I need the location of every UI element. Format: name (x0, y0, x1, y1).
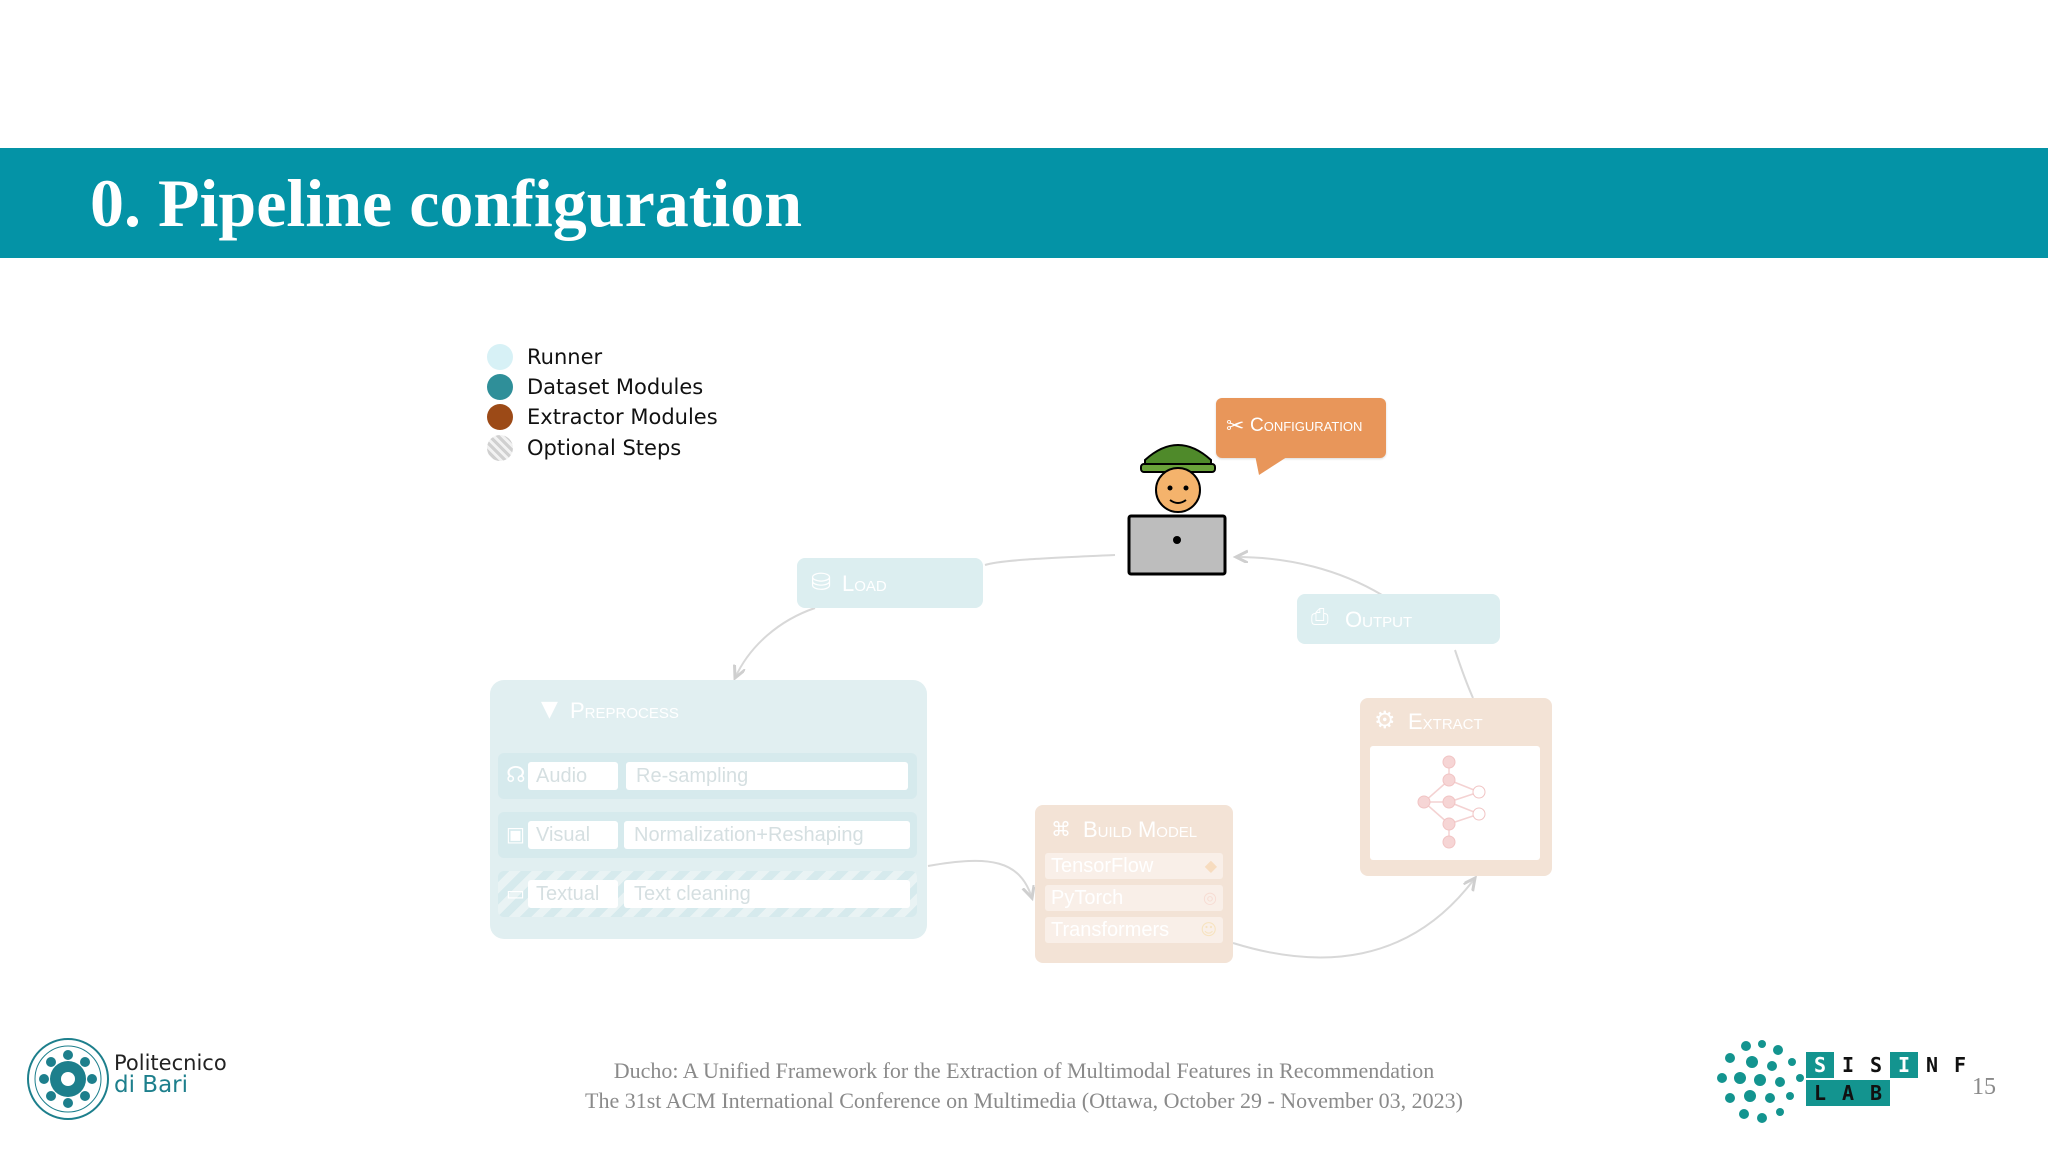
preprocess-row-textual (498, 871, 917, 917)
modality-label: Visual (528, 821, 618, 849)
step-label: Normalization+Reshaping (624, 821, 910, 849)
build-model-node (1035, 805, 1233, 963)
headphones-icon: ☊ (506, 763, 526, 788)
sisinf-letter: I (1841, 1053, 1855, 1077)
filter-icon: ▼ (541, 697, 558, 722)
sisinf-letter: B (1862, 1080, 1890, 1106)
database-icon: ⛁ (811, 568, 832, 596)
gear-icon: ⚙ (1374, 706, 1396, 734)
sisinf-lab-wordmark (1806, 1052, 1974, 1108)
arrow-output-to-user (1236, 557, 1382, 595)
neural-network-icon (1404, 752, 1504, 852)
step-label: Re-sampling (626, 762, 908, 790)
step-label: Text cleaning (624, 880, 910, 908)
pytorch-icon: ◎ (1203, 888, 1217, 907)
arrow-load-to-preprocess (735, 608, 815, 678)
poliba-line1: Politecnico (114, 1051, 227, 1075)
framework-item (1045, 885, 1223, 911)
footer-paper-title: Ducho: A Unified Framework for the Extraction of Multimodal Features in Recommendation (613, 1058, 1435, 1083)
legend-label: Extractor Modules (527, 405, 718, 429)
footer-conference: The 31st ACM International Conference on Multimedia (Ottawa, October 29 - November 03, 2023) (585, 1088, 1463, 1113)
sisinf-row (1806, 1052, 1974, 1080)
framework-label: PyTorch (1051, 887, 1124, 909)
page-number: 15 (1972, 1074, 1996, 1100)
arrow-build-to-extract (1233, 878, 1475, 957)
sisinf-row (1806, 1080, 1974, 1108)
printer-icon: ⎙ (1311, 605, 1329, 630)
sisinf-letter: F (1953, 1053, 1967, 1077)
poliba-line2: di Bari (114, 1072, 189, 1098)
modality-label: Audio (528, 762, 618, 790)
framework-label: Transformers (1051, 919, 1170, 941)
sisinf-lab-dots-icon (1716, 1038, 1806, 1124)
huggingface-icon: ☺ (1200, 920, 1217, 939)
configuration-label: Configuration (1250, 415, 1363, 436)
build-model-label: Build Model (1083, 817, 1198, 842)
arrow-preprocess-to-build (928, 861, 1032, 898)
extract-node (1360, 698, 1552, 876)
legend-label: Optional Steps (527, 436, 682, 460)
preprocess-row-audio (498, 753, 917, 799)
framework-item (1045, 917, 1223, 943)
sisinf-letter: S (1806, 1052, 1834, 1078)
sisinf-letter: S (1869, 1053, 1883, 1077)
legend-label: Dataset Modules (527, 375, 704, 399)
network-icon: ⌘ (1051, 817, 1071, 841)
arrow-user-to-load (985, 555, 1115, 565)
legend-label: Runner (527, 345, 603, 369)
preprocess-node (490, 680, 927, 939)
load-node (797, 558, 983, 608)
tensorflow-icon: ◆ (1204, 856, 1217, 875)
output-node (1297, 594, 1500, 644)
arrow-extract-to-output (1455, 650, 1473, 698)
slide-title: 0. Pipeline configuration (90, 165, 803, 241)
configuration-bubble (1216, 398, 1386, 458)
modality-label: Textual (528, 880, 618, 908)
output-label: Output (1345, 607, 1413, 632)
sisinf-letter: L (1806, 1080, 1834, 1106)
sisinf-letter: N (1925, 1053, 1939, 1077)
chat-icon: ▭ (506, 881, 525, 905)
extract-panel (1370, 746, 1540, 860)
sisinf-letter: I (1890, 1052, 1918, 1078)
wrench-icon: ✂ (1226, 414, 1245, 439)
preprocess-label: Preprocess (570, 698, 679, 723)
sisinf-letter: A (1834, 1080, 1862, 1106)
framework-item (1045, 853, 1223, 879)
preprocess-row-visual (498, 812, 917, 858)
load-label: Load (842, 571, 887, 596)
configuration-bubble-tail (1255, 455, 1295, 485)
extract-label: Extract (1408, 709, 1483, 734)
image-icon: ▣ (506, 822, 525, 846)
framework-label: TensorFlow (1051, 855, 1154, 877)
